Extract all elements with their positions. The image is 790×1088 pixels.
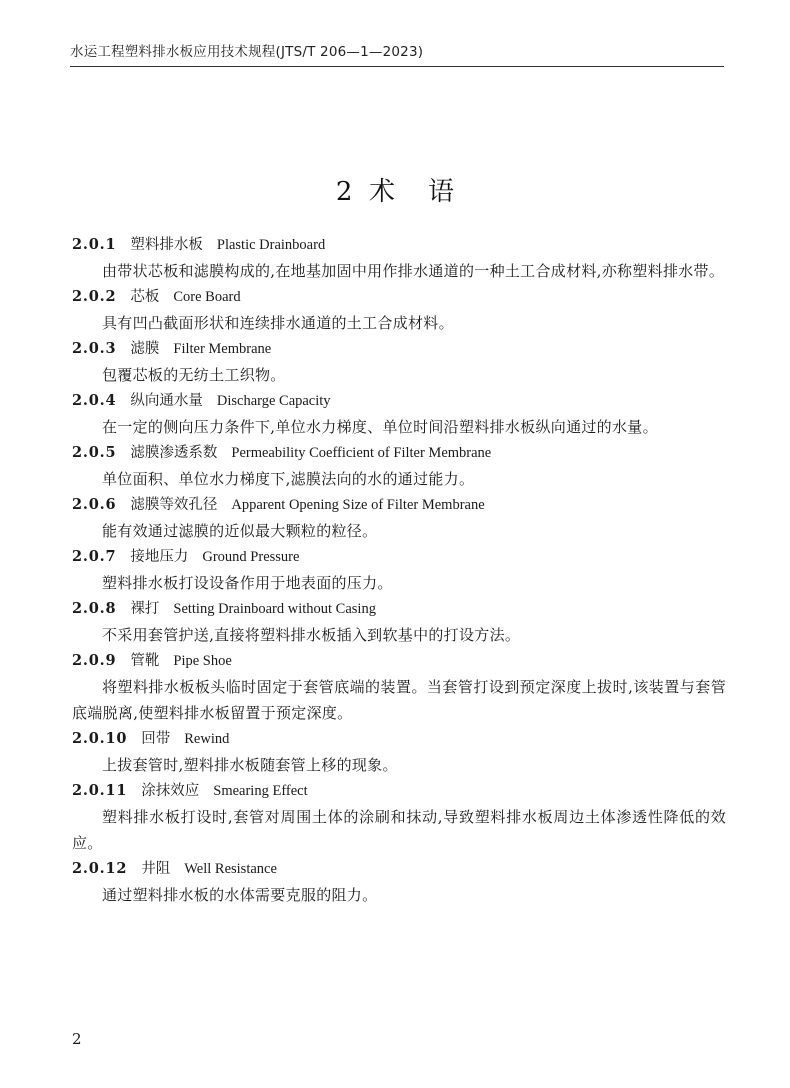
term-definition: 上拔套管时,塑料排水板随套管上移的现象。	[102, 756, 398, 774]
term-heading	[72, 544, 726, 570]
term-heading	[72, 492, 726, 518]
term-number: 2.0.5	[72, 444, 117, 461]
term-chinese: 接地压力	[130, 549, 189, 565]
running-header: 水运工程塑料排水板应用技术规程(JTS/T 206—1—2023)	[70, 44, 424, 60]
term-definition: 塑料排水板打设设备作用于地表面的压力。	[102, 574, 393, 592]
term-definition: 由带状芯板和滤膜构成的,在地基加固中用作排水通道的一种土工合成材料,亦称塑料排水带。	[102, 262, 725, 280]
term-heading	[72, 648, 726, 674]
term-chinese: 井阻	[141, 861, 171, 877]
term-chinese: 涂抹效应	[141, 783, 200, 799]
term-english: Core Board	[173, 289, 241, 305]
term-chinese: 滤膜渗透系数	[130, 445, 218, 461]
term-definition: 具有凹凸截面形状和连续排水通道的土工合成材料。	[102, 314, 454, 332]
term-heading	[72, 778, 726, 804]
term-heading	[72, 388, 726, 414]
term-entry	[72, 596, 726, 648]
term-english: Pipe Shoe	[173, 653, 232, 669]
term-english: Plastic Drainboard	[216, 237, 326, 253]
term-entry	[72, 440, 726, 492]
term-heading	[72, 440, 726, 466]
term-number: 2.0.8	[72, 600, 117, 617]
term-english: Permeability Coefficient of Filter Membrane	[231, 445, 492, 461]
term-entry	[72, 544, 726, 596]
term-heading	[72, 856, 726, 882]
term-entry	[72, 284, 726, 336]
term-definition: 塑料排水板打设时,套管对周围土体的涂刷和抹动,导致塑料排水板周边土体渗透性降低的效应。	[72, 808, 726, 852]
term-definition: 包覆芯板的无纺土工织物。	[102, 366, 286, 384]
term-entry	[72, 336, 726, 388]
term-chinese: 回带	[141, 731, 171, 747]
term-english: Ground Pressure	[202, 549, 300, 565]
term-chinese: 管靴	[130, 653, 160, 669]
term-definition: 在一定的侧向压力条件下,单位水力梯度、单位时间沿塑料排水板纵向通过的水量。	[102, 418, 658, 436]
term-entry	[72, 648, 726, 726]
term-heading	[72, 336, 726, 362]
term-english: Rewind	[184, 731, 230, 747]
term-chinese: 纵向通水量	[130, 393, 203, 409]
term-definition: 能有效通过滤膜的近似最大颗粒的粒径。	[102, 522, 378, 540]
term-english: Filter Membrane	[173, 341, 272, 357]
term-definition: 将塑料排水板板头临时固定于套管底端的装置。当套管打设到预定深度上拔时,该装置与套管底端脱离,使塑料排水板留置于预定深度。	[72, 678, 726, 722]
term-entry	[72, 726, 726, 778]
page-number: 2	[72, 1030, 82, 1048]
term-number: 2.0.10	[72, 730, 128, 747]
term-definition: 通过塑料排水板的水体需要克服的阻力。	[102, 886, 378, 904]
term-heading	[72, 726, 726, 752]
term-heading	[72, 596, 726, 622]
term-entry	[72, 492, 726, 544]
term-english: Smearing Effect	[213, 783, 308, 799]
chapter-title: 2 术 语	[335, 177, 455, 207]
term-number: 2.0.11	[72, 782, 128, 799]
term-definition: 不采用套管护送,直接将塑料排水板插入到软基中的打设方法。	[102, 626, 521, 644]
header-rule	[70, 66, 724, 67]
term-english: Well Resistance	[184, 861, 277, 877]
term-chinese: 塑料排水板	[130, 237, 203, 253]
term-english: Setting Drainboard without Casing	[173, 601, 376, 617]
term-english: Apparent Opening Size of Filter Membrane	[231, 497, 485, 513]
term-number: 2.0.4	[72, 392, 117, 409]
term-number: 2.0.3	[72, 340, 117, 357]
term-chinese: 芯板	[130, 289, 160, 305]
term-entry	[72, 232, 726, 284]
term-chinese: 裸打	[130, 601, 160, 617]
term-chinese: 滤膜等效孔径	[130, 497, 218, 513]
term-number: 2.0.7	[72, 548, 117, 565]
term-number: 2.0.6	[72, 496, 117, 513]
term-heading	[72, 284, 726, 310]
term-number: 2.0.1	[72, 236, 117, 253]
term-number: 2.0.9	[72, 652, 117, 669]
term-entry	[72, 856, 726, 908]
term-definition: 单位面积、单位水力梯度下,滤膜法向的水的通过能力。	[102, 470, 475, 488]
term-entry	[72, 778, 726, 856]
term-entry	[72, 388, 726, 440]
term-heading	[72, 232, 726, 258]
terms-list	[72, 232, 726, 908]
term-number: 2.0.12	[72, 860, 128, 877]
term-number: 2.0.2	[72, 288, 117, 305]
term-english: Discharge Capacity	[216, 393, 331, 409]
term-chinese: 滤膜	[130, 341, 160, 357]
